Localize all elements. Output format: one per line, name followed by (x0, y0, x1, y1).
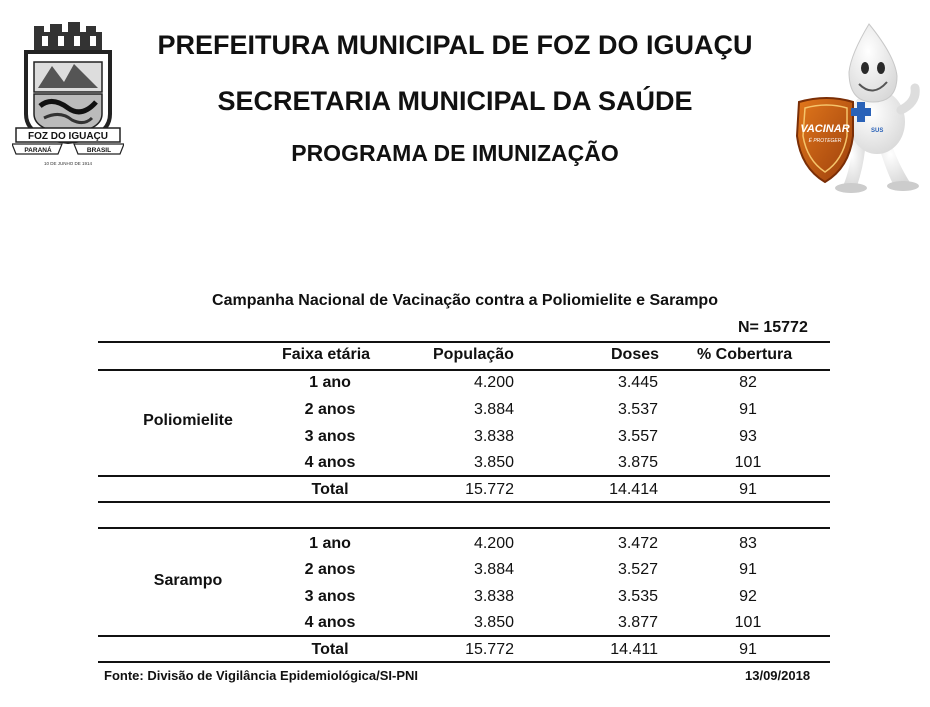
cell-total-population: 15.772 (465, 481, 514, 498)
cell-total-label: Total (311, 481, 349, 498)
cell-population: 4.200 (473, 535, 514, 552)
cell-total-coverage: 91 (739, 481, 757, 498)
cell-age: 2 anos (304, 401, 356, 418)
cell-doses: 3.527 (617, 561, 658, 578)
table-rule-bottom (98, 661, 830, 663)
cell-coverage: 93 (739, 428, 757, 445)
header-title-prefeitura: PREFEITURA MUNICIPAL DE FOZ DO IGUAÇU (157, 30, 753, 60)
cell-coverage: 83 (739, 535, 757, 552)
table-rule-top (98, 341, 830, 343)
cell-population: 3.850 (473, 614, 514, 631)
cell-doses: 3.557 (617, 428, 658, 445)
crest-banner-text: FOZ DO IGUAÇU (28, 131, 108, 142)
column-header-populacao: População (433, 346, 514, 363)
table-rule-header (98, 369, 830, 371)
footer-date: 13/09/2018 (745, 668, 811, 683)
shield-subtext: É PROTEGER (808, 138, 842, 144)
cell-doses: 3.537 (617, 401, 658, 418)
cell-coverage: 101 (734, 454, 762, 471)
cell-total-doses: 14.411 (610, 641, 658, 658)
cell-age: 4 anos (304, 614, 356, 631)
cell-coverage: 101 (734, 614, 762, 631)
crest-left-ribbon: PARANÁ (24, 147, 52, 154)
cell-population: 3.850 (473, 454, 514, 471)
cell-population: 3.884 (473, 401, 514, 418)
group-label-sarampo: Sarampo (153, 572, 223, 589)
cell-age: 1 ano (309, 374, 351, 391)
cell-population: 3.884 (473, 561, 514, 578)
cell-age: 1 ano (309, 535, 351, 552)
cell-doses: 3.877 (617, 614, 658, 631)
cell-age: 3 anos (304, 588, 356, 605)
cell-total-doses: 14.414 (609, 481, 658, 498)
cell-age: 4 anos (304, 454, 356, 471)
group-label-poliomielite: Poliomielite (143, 412, 233, 429)
column-header-doses: Doses (611, 346, 660, 363)
column-header-cobertura: % Cobertura (697, 346, 793, 363)
cell-doses: 3.472 (617, 535, 658, 552)
cell-population: 4.200 (473, 374, 514, 391)
footer-source: Fonte: Divisão de Vigilância Epidemiológica/SI-PNI (104, 668, 418, 683)
cell-total-coverage: 91 (739, 641, 757, 658)
cell-population: 3.838 (473, 428, 514, 445)
sus-badge-text: SUS (871, 128, 884, 134)
cell-doses: 3.875 (617, 454, 658, 471)
ze-gotinha-mascot-image (793, 18, 921, 193)
sample-size-label: N= 15772 (738, 319, 808, 336)
cell-coverage: 82 (739, 374, 757, 391)
cell-doses: 3.535 (617, 588, 658, 605)
cell-total-population: 15.772 (465, 641, 514, 658)
cell-population: 3.838 (473, 588, 514, 605)
table-caption: Campanha Nacional de Vacinação contra a Poliomielite e Sarampo (212, 292, 718, 309)
column-header-faixa-etaria: Faixa etária (282, 346, 371, 363)
table-rule-sarampo-start (98, 527, 830, 529)
cell-coverage: 92 (739, 588, 757, 605)
cell-doses: 3.445 (617, 374, 658, 391)
table-rule-polio-total (98, 475, 830, 477)
cell-age: 2 anos (304, 561, 356, 578)
table-rule-polio-end (98, 501, 830, 503)
cell-age: 3 anos (304, 428, 356, 445)
shield-text: VACINAR (800, 123, 850, 135)
header-title-secretaria: SECRETARIA MUNICIPAL DA SAÚDE (217, 86, 693, 116)
crest-right-ribbon: BRASIL (86, 147, 112, 154)
cell-coverage: 91 (739, 401, 757, 418)
table-rule-sarampo-total (98, 635, 830, 637)
cell-total-label: Total (311, 641, 349, 658)
cell-coverage: 91 (739, 561, 757, 578)
crest-date: 10 DE JUNHO DE 1914 (43, 161, 93, 166)
header-title-programa: PROGRAMA DE IMUNIZAÇÃO (291, 140, 619, 166)
